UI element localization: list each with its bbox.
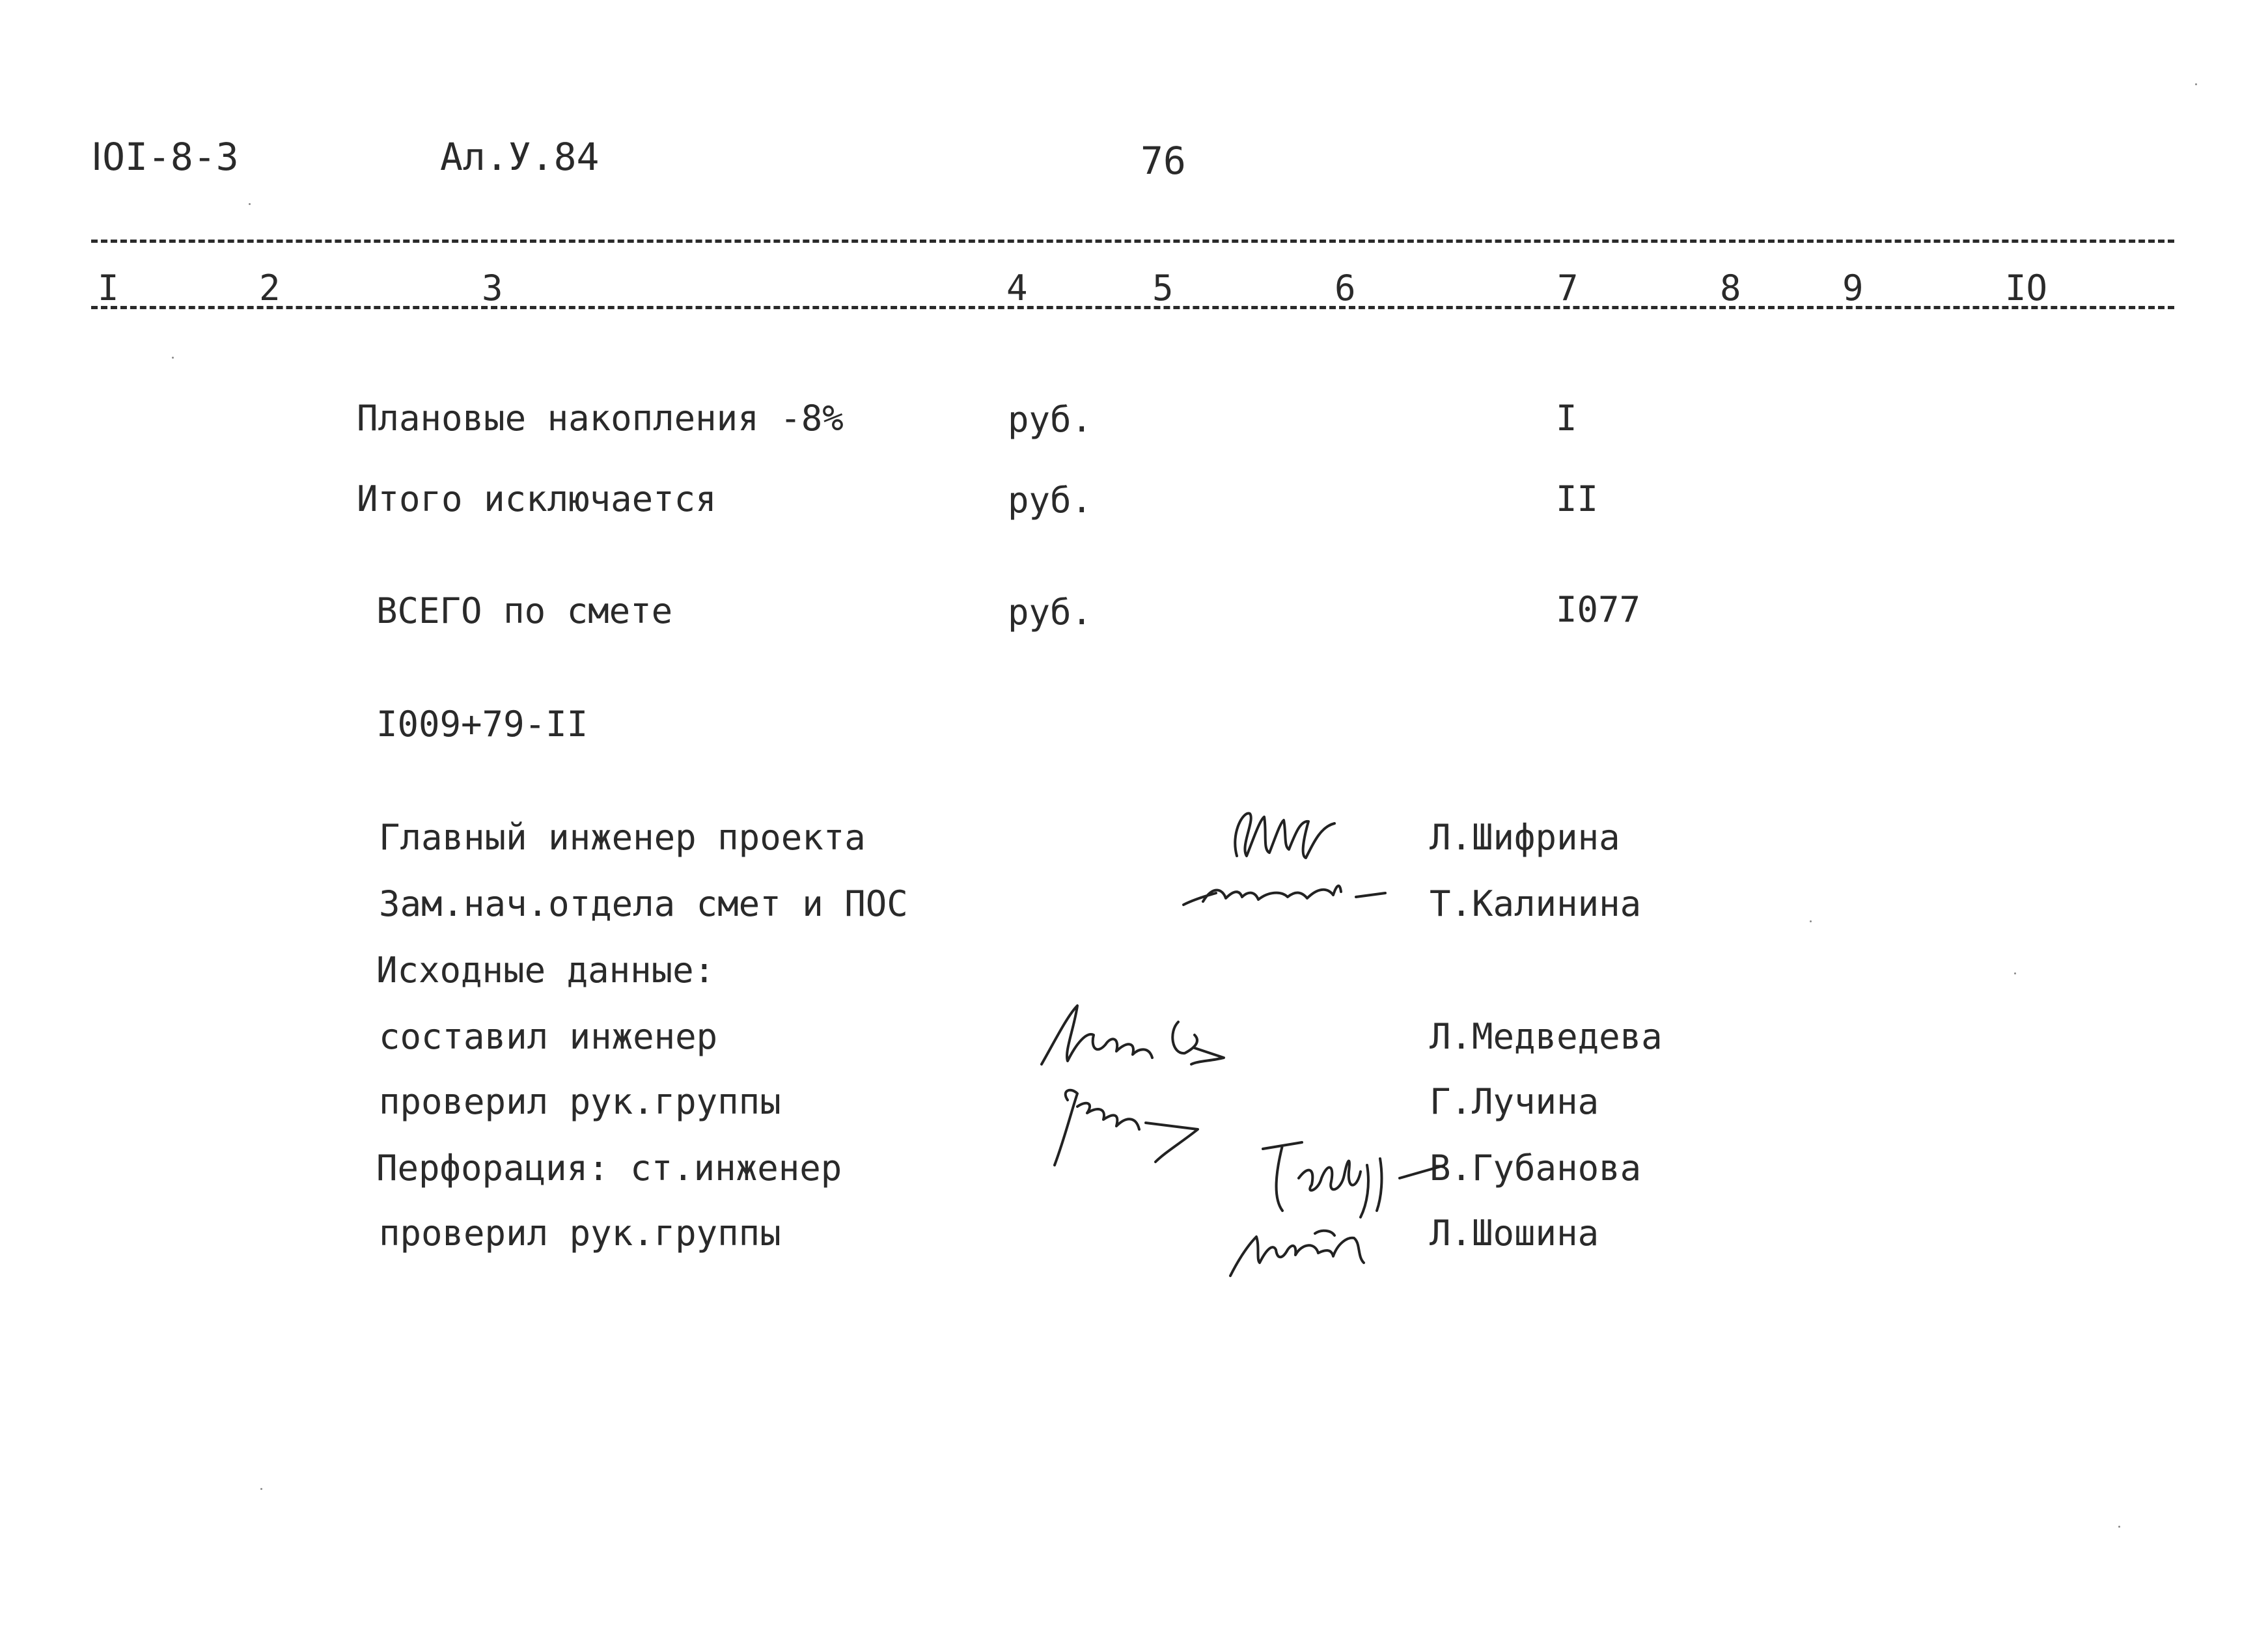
signatory-name: Л.Шошина bbox=[1430, 1213, 1599, 1254]
document-series-code: ⅠOI-8-3 bbox=[91, 135, 239, 179]
column-number-1: I bbox=[98, 268, 119, 309]
row-unit: руб. bbox=[1008, 480, 1093, 521]
row-value: I bbox=[1556, 398, 1577, 439]
column-number-3: 3 bbox=[482, 268, 503, 309]
column-number-8: 8 bbox=[1720, 268, 1741, 309]
row-name: Итого исключается bbox=[357, 478, 717, 519]
signatory-name: Г.Лучина bbox=[1430, 1081, 1599, 1122]
column-number-10: IO bbox=[2005, 268, 2048, 309]
signatory-role: составил инженер bbox=[379, 1016, 718, 1057]
scan-speck bbox=[260, 1488, 262, 1490]
row-name: ВСЕГО по смете bbox=[376, 590, 673, 631]
signature-shoshina bbox=[1224, 1198, 1393, 1282]
signatory-role: Перфорация: ст.инженер bbox=[376, 1148, 842, 1189]
calculation-formula: I009+79-II bbox=[376, 704, 588, 745]
table-header-top-rule bbox=[91, 240, 2174, 243]
signatory-name: Л.Медведева bbox=[1430, 1016, 1663, 1057]
row-name: Плановые накопления -8% bbox=[357, 398, 844, 439]
column-number-6: 6 bbox=[1335, 268, 1356, 309]
scan-speck bbox=[1810, 920, 1812, 922]
column-number-5: 5 bbox=[1152, 268, 1174, 309]
table-header-bottom-rule bbox=[91, 306, 2174, 309]
album-code: Ал.У.84 bbox=[440, 135, 600, 179]
column-number-7: 7 bbox=[1557, 268, 1579, 309]
signatory-role: проверил рук.группы bbox=[379, 1081, 781, 1122]
scan-speck bbox=[172, 357, 174, 359]
signatory-role: проверил рук.группы bbox=[379, 1213, 781, 1254]
signatory-name: Л.Шифрина bbox=[1430, 817, 1620, 858]
signatory-name: В.Губанова bbox=[1430, 1148, 1642, 1189]
section-label-source-data: Исходные данные: bbox=[376, 950, 715, 991]
signatory-role: Зам.нач.отдела смет и ПОС bbox=[379, 883, 908, 924]
row-unit: руб. bbox=[1008, 399, 1093, 440]
scan-speck bbox=[2195, 83, 2197, 85]
page-number: 76 bbox=[1141, 139, 1186, 183]
signature-shifrina bbox=[1224, 794, 1354, 872]
scan-speck bbox=[2014, 972, 2016, 974]
column-number-9: 9 bbox=[1842, 268, 1864, 309]
scan-speck bbox=[2118, 1526, 2120, 1528]
signatory-name: Т.Калинина bbox=[1430, 883, 1642, 924]
scan-speck bbox=[249, 203, 251, 205]
signatory-role: Главный инженер проекта bbox=[379, 817, 866, 858]
row-value: II bbox=[1556, 478, 1599, 519]
signature-kalinina bbox=[1177, 872, 1392, 918]
signature-medvedeva bbox=[1029, 996, 1237, 1074]
row-unit: руб. bbox=[1008, 592, 1093, 633]
column-number-4: 4 bbox=[1006, 268, 1028, 309]
column-number-2: 2 bbox=[259, 268, 281, 309]
row-value: I077 bbox=[1556, 589, 1641, 630]
signature-luchina bbox=[1042, 1067, 1211, 1172]
